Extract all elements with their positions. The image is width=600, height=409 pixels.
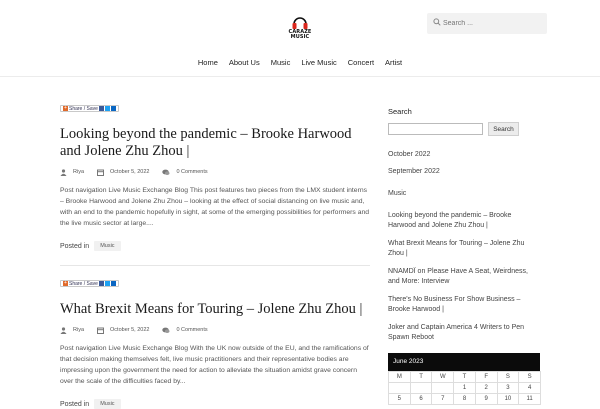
headphones-icon <box>291 14 309 30</box>
email-icon[interactable] <box>111 106 116 111</box>
recent-post-link[interactable]: Looking beyond the pandemic – Brooke Harwood and Jolene Zhu Zhou | <box>388 212 512 229</box>
post-author[interactable]: Riya <box>73 327 85 333</box>
posted-in-label: Posted in <box>60 242 90 250</box>
post-date[interactable]: October 5, 2022 <box>110 327 150 333</box>
calendar-day-header: T <box>410 371 433 383</box>
share-bar <box>60 105 370 112</box>
share-save-button[interactable] <box>60 280 119 287</box>
post-author[interactable]: Riya <box>73 169 85 175</box>
calendar-day: 9 <box>475 393 498 405</box>
posted-in-label: Posted in <box>60 400 90 408</box>
calendar-day-header: F <box>475 371 498 383</box>
post-divider <box>60 265 370 266</box>
main-nav <box>0 57 600 69</box>
calendar-widget <box>388 353 540 404</box>
archive-link[interactable]: October 2022 <box>388 151 431 158</box>
calendar-day: 2 <box>475 382 498 394</box>
calendar-day: 3 <box>497 382 520 394</box>
header-search <box>427 13 547 34</box>
sidebar-search-button[interactable]: Search <box>488 122 519 136</box>
twitter-icon[interactable] <box>105 106 110 111</box>
category-link[interactable]: Music <box>388 190 407 197</box>
calendar-day: 11 <box>518 393 541 405</box>
site-header <box>0 0 600 77</box>
twitter-icon[interactable] <box>105 281 110 286</box>
sidebar-search-input[interactable] <box>388 123 483 135</box>
calendar-day-header: S <box>497 371 520 383</box>
calendar-grid <box>388 371 540 404</box>
calendar-day-header: S <box>518 371 541 383</box>
nav-live-music[interactable]: Live Music <box>301 58 337 67</box>
search-icon <box>433 18 441 26</box>
calendar-month: June 2023 <box>388 353 540 371</box>
facebook-icon[interactable] <box>99 106 104 111</box>
calendar-day: 10 <box>497 393 520 405</box>
archive-link[interactable]: September 2022 <box>388 168 440 175</box>
post-excerpt: Post navigation Live Music Exchange Blog With the UK now outside of the EU, and the ramifications of that decision making themselves felt, live music practitioners and their representative bodies are impressing upon the government the need for action to alleviate the situation amidst grave concern over the scale of the difficulties faced by... <box>60 345 369 385</box>
post-comments[interactable]: 0 Comments <box>176 327 208 333</box>
post-categories <box>60 399 370 409</box>
post-excerpt: Post navigation Live Music Exchange Blog This post features two pieces from the LMX student interns – Brooke Harwood and Jolene Zhu Zhou – looking at the effect of social distancing on live music and, with an end to the pandemic hopefully in sight, at some of the emerging possibilities for performers and the live music sector at large.... <box>60 187 370 227</box>
recent-post-link[interactable]: There's No Business For Show Business – Brooke Harwood | <box>388 296 521 313</box>
calendar-icon <box>97 327 104 334</box>
nav-music[interactable]: Music <box>270 58 291 67</box>
recent-post-link[interactable]: What Brexit Means for Touring – Jolene Zhu Zhou | <box>388 240 525 257</box>
post-meta <box>60 325 370 335</box>
recent-post-link[interactable]: Joker and Captain America 4 Writers to Pen Spawn Reboot <box>388 324 525 341</box>
plus-icon: + <box>64 280 67 286</box>
user-icon <box>60 169 67 176</box>
calendar-day-header: M <box>388 371 411 383</box>
plus-icon: + <box>64 105 67 111</box>
calendar-day: 6 <box>410 393 433 405</box>
sidebar <box>388 107 540 404</box>
header-search-input[interactable] <box>443 15 543 32</box>
calendar-day-header: W <box>431 371 454 383</box>
nav-artist[interactable]: Artist <box>385 58 403 67</box>
calendar-day: 8 <box>453 393 476 405</box>
post-date[interactable]: October 5, 2022 <box>110 169 150 175</box>
site-logo[interactable] <box>287 14 313 44</box>
email-icon[interactable] <box>111 281 116 286</box>
sidebar-search <box>388 122 540 136</box>
calendar-day-header: T <box>453 371 476 383</box>
category-tag[interactable]: Music <box>94 399 120 409</box>
post-title[interactable]: What Brexit Means for Touring – Jolene Zhu Zhou | <box>60 301 363 317</box>
post-1 <box>60 105 370 251</box>
share-save-label: Share / Save <box>69 280 98 287</box>
post-comments[interactable]: 0 Comments <box>176 169 208 175</box>
post-meta <box>60 167 370 177</box>
sidebar-search-heading: Search <box>388 107 412 116</box>
post-2 <box>60 280 370 409</box>
calendar-day: 4 <box>518 382 541 394</box>
post-list <box>60 105 370 409</box>
nav-about-us[interactable]: About Us <box>228 58 260 67</box>
calendar-icon <box>97 169 104 176</box>
user-icon <box>60 327 67 334</box>
comments-icon <box>162 327 170 334</box>
nav-home[interactable]: Home <box>197 58 218 67</box>
logo-text-top: CARAZE <box>288 29 312 35</box>
recent-post-link[interactable]: NNAMDÏ on Please Have A Seat, Weirdness, and More: Interview <box>388 268 528 285</box>
nav-concert[interactable]: Concert <box>347 58 375 67</box>
logo-text-bottom: MUSIC <box>290 34 310 40</box>
share-bar <box>60 280 370 287</box>
post-categories <box>60 241 370 251</box>
category-tag[interactable]: Music <box>94 241 120 251</box>
share-save-label: Share / Save <box>69 105 98 112</box>
comments-icon <box>162 169 170 176</box>
calendar-day: 5 <box>388 393 411 405</box>
facebook-icon[interactable] <box>99 281 104 286</box>
calendar-day: 1 <box>453 382 476 394</box>
share-save-button[interactable] <box>60 105 119 112</box>
calendar-day: 7 <box>431 393 454 405</box>
post-title[interactable]: Looking beyond the pandemic – Brooke Harwood and Jolene Zhu Zhou | <box>60 126 352 159</box>
